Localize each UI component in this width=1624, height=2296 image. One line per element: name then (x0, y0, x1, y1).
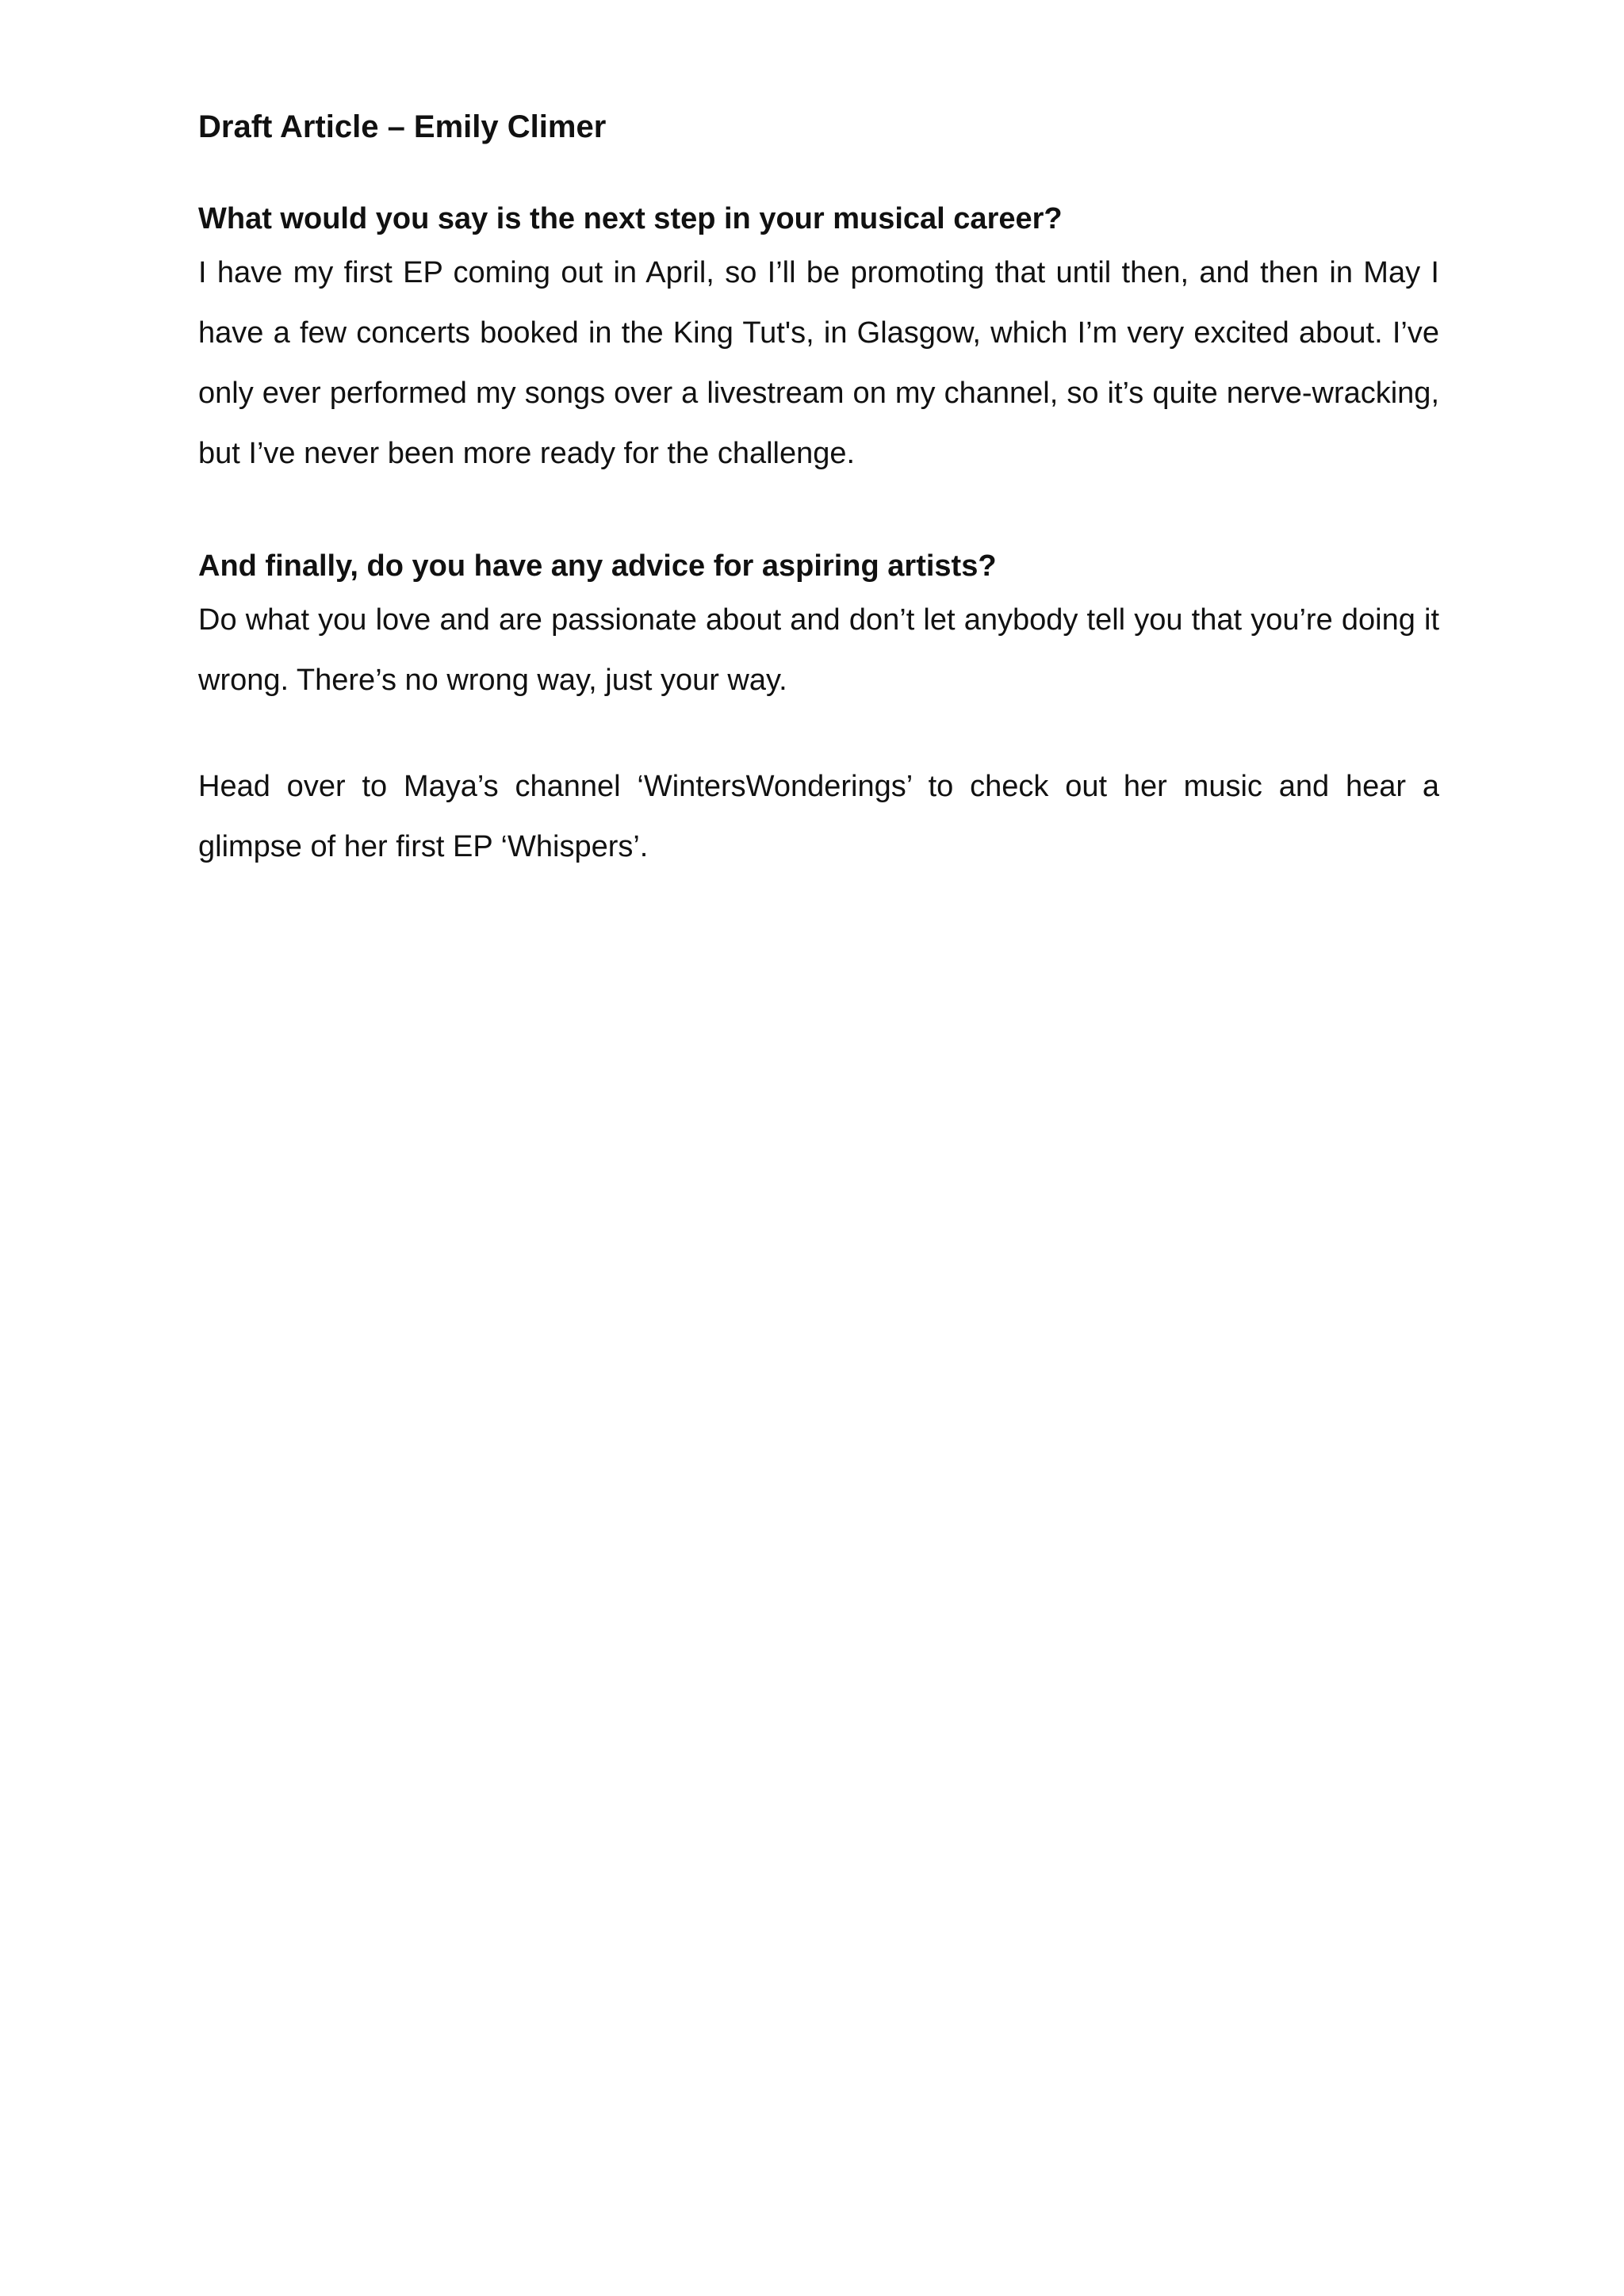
question-advice: And finally, do you have any advice for aspiring artists? (198, 549, 997, 583)
question-next-step: What would you say is the next step in your musical career? (198, 202, 1063, 235)
answer-next-step: I have my first EP coming out in April, so I’ll be promoting that until then, and then in May I have a few concerts booked in the King Tut's, in Glasgow, which I’m very excited about. I’ve only ever performed my songs over a livestream on my channel, so it’s quite nerve-wracking, but I’ve never been more ready for the challenge. (198, 256, 1439, 470)
interview-section-advice (198, 542, 1439, 710)
section-spacer (198, 484, 1439, 542)
closing-paragraph: Head over to Maya’s channel ‘WintersWonderings’ to check out her music and hear a glimpse of her first EP ‘Whispers’. (198, 770, 1439, 863)
document-title: Draft Article – Emily Climer (198, 109, 607, 144)
interview-section-next-step (198, 195, 1439, 484)
answer-advice: Do what you love and are passionate about and don’t let anybody tell you that you’re doing it wrong. There’s no wrong way, just your way. (198, 603, 1439, 697)
document-page (198, 101, 1439, 877)
